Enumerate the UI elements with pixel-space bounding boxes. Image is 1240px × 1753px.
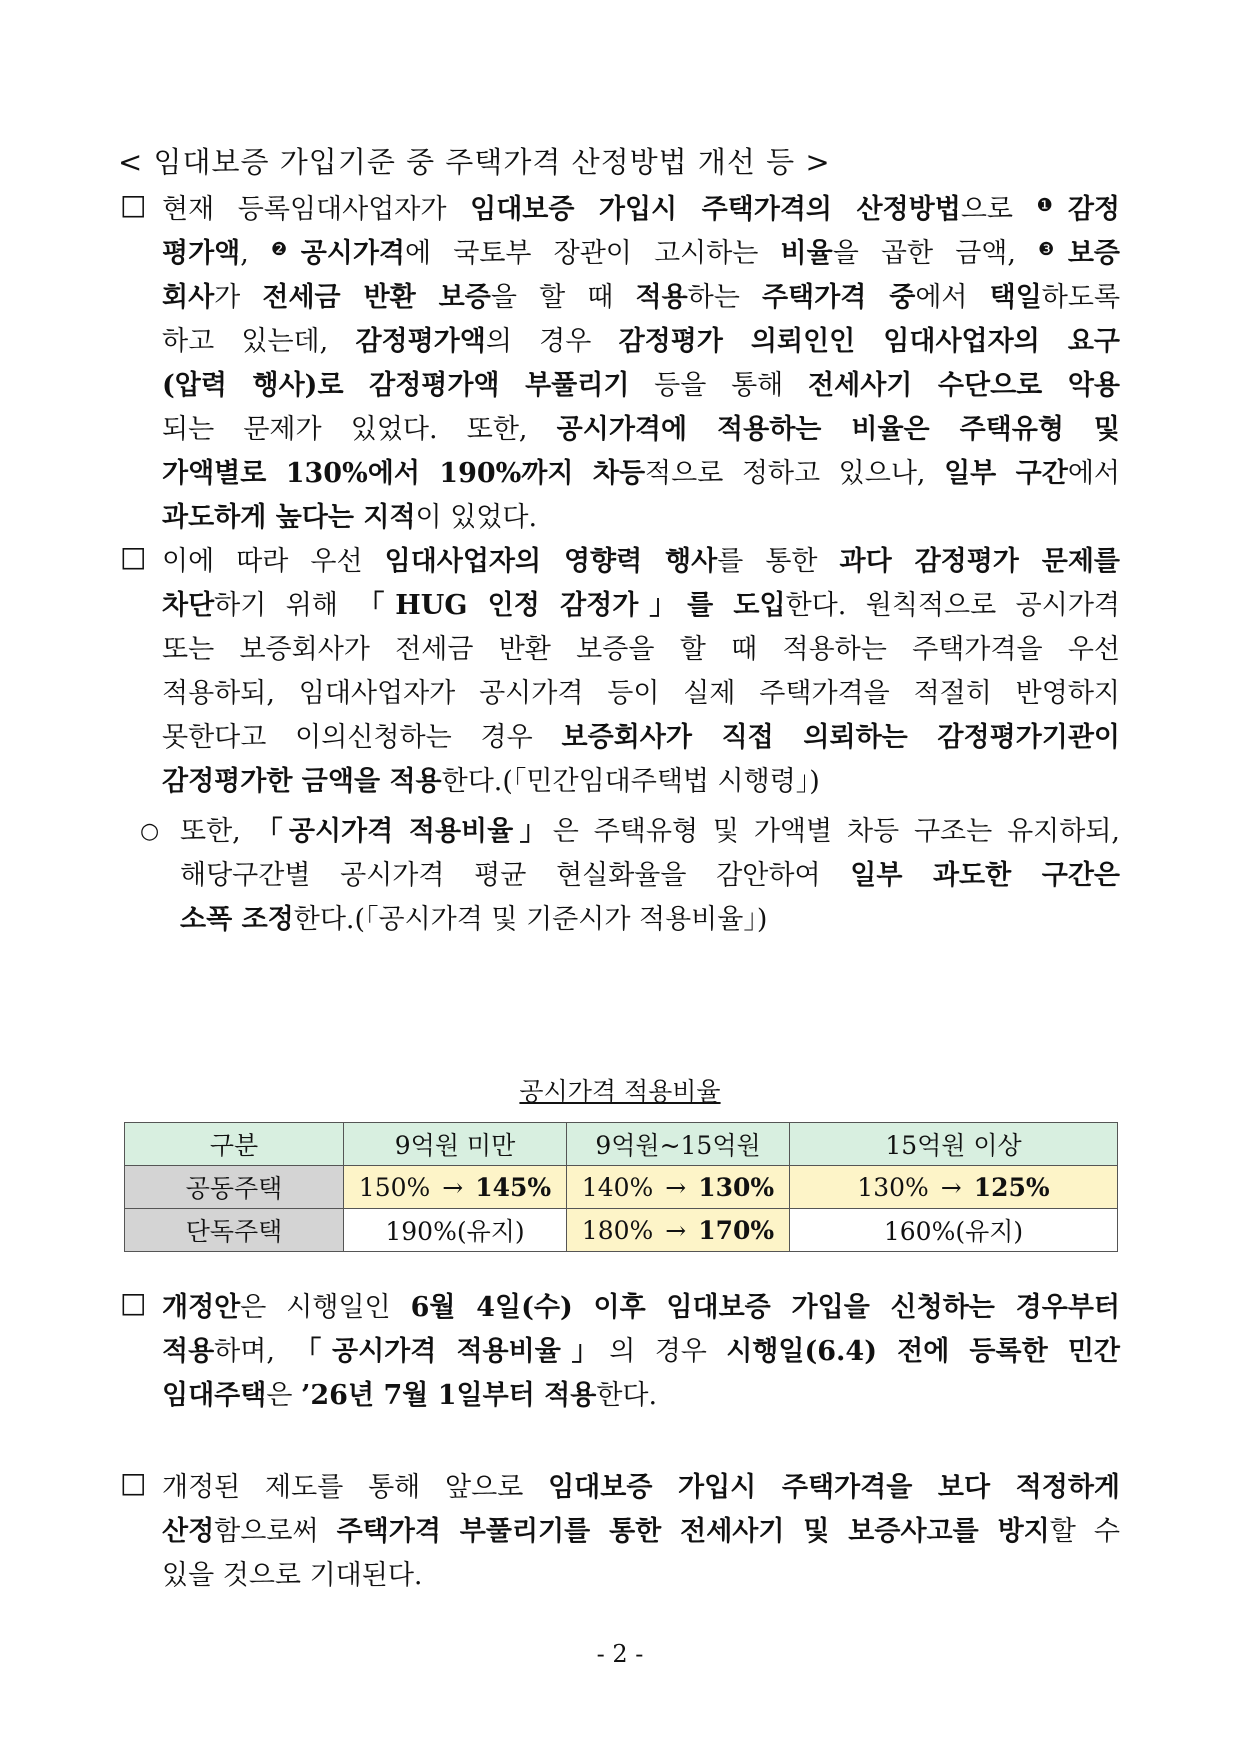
cell-apartment-9-to-15: 140% → 130% — [567, 1166, 790, 1209]
para2-line-3: 또는 보증회사가 전세금 반환 보증을 할 때 적용하는 주택가격을 우선 — [162, 634, 1120, 665]
box-bullet: □ — [120, 1286, 147, 1319]
cell-detached-over-15: 160%(유지) — [790, 1209, 1118, 1252]
table-caption: 공시가격 적용비율 — [519, 1077, 721, 1106]
para1-line-5: (압력 행사)로 감정평가액 부풀리기 등을 통해 전세사기 수단으로 악용 — [162, 370, 1120, 401]
para1-line-8: 과도하게 높다는 지적이 있었다. — [162, 502, 538, 533]
table-header-row — [125, 1123, 1118, 1166]
page-number: - 2 - — [596, 1640, 644, 1668]
para2-line-6: 감정평가한 금액을 적용한다.(「민간임대주택법 시행령」) — [162, 766, 820, 797]
section-heading: < 임대보증 가입기준 중 주택가격 산정방법 개선 등 > — [118, 145, 831, 179]
row-label-apartment: 공동주택 — [125, 1166, 344, 1209]
paragraph-4 — [120, 1466, 1120, 1598]
para1-line-4: 하고 있는데, 감정평가액의 경우 감정평가 의뢰인인 임대사업자의 요구 — [162, 326, 1120, 357]
sub1-line-2: 해당구간별 공시가격 평균 현실화율을 감안하여 일부 과도한 구간은 — [180, 860, 1120, 891]
para2-line-4: 적용하되, 임대사업자가 공시가격 등이 실제 주택가격을 적절히 반영하지 — [162, 678, 1120, 709]
box-bullet: □ — [120, 540, 147, 573]
box-bullet: □ — [120, 188, 147, 221]
ratio-table — [124, 1122, 1118, 1252]
sub1-line-1: 또한, 「공시가격 적용비율」은 주택유형 및 가액별 차등 구조는 유지하되, — [180, 816, 1120, 847]
sub1-line-3: 소폭 조정한다.(「공시가격 및 기준시가 적용비율」) — [180, 904, 768, 935]
para1-line-3: 회사가 전세금 반환 보증을 할 때 적용하는 주택가격 중에서 택일하도록 — [162, 282, 1121, 313]
para4-line-3: 있을 것으로 기대된다. — [162, 1560, 423, 1591]
row-label-detached: 단독주택 — [125, 1209, 344, 1252]
para3-line-2: 적용하며, 「공시가격 적용비율」의 경우 시행일(6.4) 전에 등록한 민간 — [162, 1336, 1120, 1367]
sub-bullet-1 — [140, 810, 1120, 942]
para1-line-2: 평가액, $^❷$공시가격에 국토부 장관이 고시하는 비율을 곱한 금액, $^❸$보증 — [162, 238, 1120, 269]
cell-apartment-under-9: 150% → 145% — [344, 1166, 567, 1209]
para3-line-1: 개정안은 시행일인 6월 4일(수) 이후 임대보증 가입을 신청하는 경우부터 — [162, 1292, 1120, 1323]
table-row-detached — [125, 1209, 1118, 1252]
circle-bullet: ○ — [140, 819, 160, 844]
cell-detached-9-to-15: 180% → 170% — [567, 1209, 790, 1252]
para2-line-1: 이에 따라 우선 임대사업자의 영향력 행사를 통한 과다 감정평가 문제를 — [162, 546, 1120, 577]
box-bullet: □ — [120, 1466, 147, 1499]
paragraph-3 — [120, 1286, 1120, 1418]
header-under-9: 9억원 미만 — [344, 1123, 567, 1166]
header-9-to-15: 9억원~15억원 — [567, 1123, 790, 1166]
cell-detached-under-9: 190%(유지) — [344, 1209, 567, 1252]
para1-line-1: 현재 등록임대사업자가 임대보증 가입시 주택가격의 산정방법으로 $^❶$감정 — [162, 194, 1120, 225]
table-row-apartment — [125, 1166, 1118, 1209]
header-category: 구분 — [125, 1123, 344, 1166]
para2-line-2: 차단하기 위해 「HUG 인정 감정가」를 도입한다. 원칙적으로 공시가격 — [162, 590, 1120, 621]
header-over-15: 15억원 이상 — [790, 1123, 1118, 1166]
para4-line-1: 개정된 제도를 통해 앞으로 임대보증 가입시 주택가격을 보다 적정하게 — [162, 1472, 1120, 1503]
para1-line-6: 되는 문제가 있었다. 또한, 공시가격에 적용하는 비율은 주택유형 및 — [162, 414, 1120, 445]
paragraph-1 — [120, 188, 1120, 540]
para1-line-7: 가액별로 130%에서 190%까지 차등적으로 정하고 있으나, 일부 구간에서 — [162, 458, 1120, 489]
paragraph-2 — [120, 540, 1120, 804]
para4-line-2: 산정함으로써 주택가격 부풀리기를 통한 전세사기 및 보증사고를 방지할 수 — [162, 1516, 1120, 1547]
para2-line-5: 못한다고 이의신청하는 경우 보증회사가 직접 의뢰하는 감정평가기관이 — [162, 722, 1120, 753]
para3-line-3: 임대주택은 ’26년 7월 1일부터 적용한다. — [162, 1380, 658, 1411]
cell-apartment-over-15: 130% → 125% — [790, 1166, 1118, 1209]
